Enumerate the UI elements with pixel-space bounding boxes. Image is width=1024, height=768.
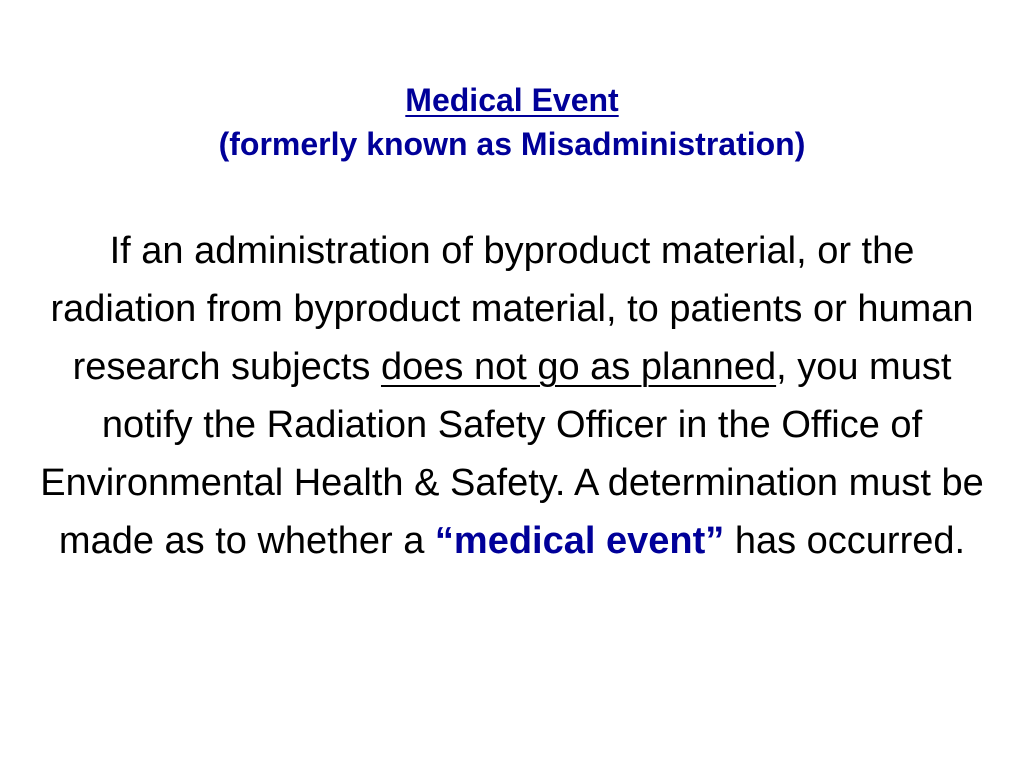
body-text-part-3: has occurred.: [724, 520, 966, 562]
body-text-underlined: does not go as planned: [380, 346, 777, 388]
body-text-part-2: , you must notify the Radiation Safety Officer in the Office of Environmental Health & Safety. A determination must be made as to whether a: [40, 346, 984, 562]
slide-subtitle: (formerly known as Misadministration): [218, 126, 806, 162]
body-text-part-1: If an administration of byproduct material, or the radiation from byproduct material, to patients or human research subjects: [50, 230, 974, 388]
slide-title: Medical Event: [405, 82, 619, 118]
medical-event-emphasis: “medical event”: [434, 520, 725, 562]
body-paragraph: [40, 222, 984, 570]
title-block: [0, 78, 1024, 166]
